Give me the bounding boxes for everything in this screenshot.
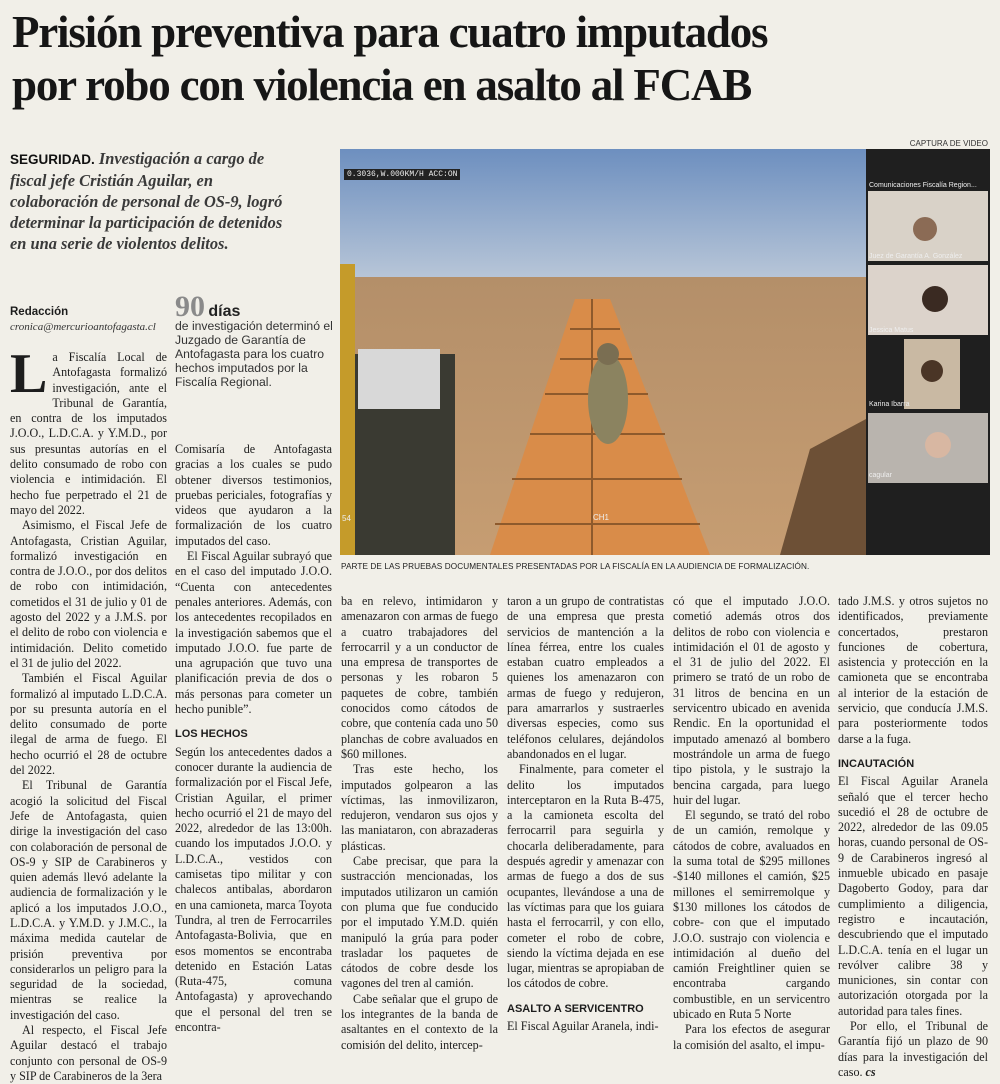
col2-paragraph-1: Comisaría de Antofagasta gracias a los cuales se pudo obtener diversos testimonios, pruebas periciales, fotografías y videos que ayudaron a la formalización de los cuatro imputados del caso. [175,442,332,548]
photo-caption: PARTE DE LAS PRUEBAS DOCUMENTALES PRESENTADAS POR LA FISCALÍA EN LA AUDIENCIA DE FORMALIZACIÓN. [341,562,810,571]
lead-text: Investigación a cargo de fiscal jefe Cristián Aguilar, en colaboración de personal de OS-9, logró determinar la participación de detenidos en una serie de violentos delitos. [10,149,283,253]
video-camera-left-label: 54 [342,514,351,523]
video-camera-label: CH1 [593,513,610,522]
video-capture-photo [340,149,990,555]
article-column-2 [175,442,332,1035]
col4-paragraph-1: taron a un grupo de contratistas de una empresa que presta servicios de mantención a la línea férrea, entre los cuales estaban cuatro empleados a quienes los amenazaron con armas de fuego y redujeron, para amarrarlos y sustraerles diversas especies, como sus teléfonos celulares, dejándolos abandonados en el lugar. [507,594,664,761]
headline-line-1: Prisión preventiva para cuatro imputados [12,7,768,57]
col3-paragraph-2: Tras este hecho, los imputados golpearon a las víctimas, las inmovilizaron, redujeron, vendaron sus ojos y las maniataron, con abrazaderas plásticas. [341,762,498,853]
col1-paragraph-5: Al respecto, el Fiscal Jefe Aguilar destacó el trabajo conjunto con personal de OS-9 y SIP de Carabineros de la 3era [10,1023,167,1083]
col1-paragraph-4: El Tribunal de Garantía acogió la solicitud del Fiscal Jefe de Antofagasta, quien dirige la investigación del caso con colaboración de personal de OS-9 y SIP de Carabineros y quien además llevó adelante la audiencia de formalización y le aplicó a los imputados J.O.O., L.D.C.A. y Y.M.D. y J.M.C., la máxima medida cautelar de prisión preventiva por considerarlos un peligro para la seguridad de la sociedad, mientras se realice la investigación del caso. [10,778,167,1022]
col3-paragraph-1: ba en relevo, intimidaron y amenazaron con armas de fuego a cuatro trabajadores del ferrocarril y a un conductor de una empresa de transportes de personas y les robaron 5 paquetes de cobre, también conocidos como cátodos de cobre, que contenía cada uno 50 planchas de cobre avaluados en $60 millones. [341,594,498,761]
article-column-3 [341,594,498,1053]
headline [12,6,992,112]
col5-paragraph-3: Para los efectos de asegurar la comisión del asalto, el impu- [673,1022,830,1052]
col4-paragraph-2: Finalmente, para cometer el delito los imputados interceptaron en la Ruta B-475, a la camioneta escolta del ferrocarril para seguirla y chocarla deliberadamente, para después agredir y amenazar con armas de fuego a dos de sus ocupantes, llevándose a una de las víctimas para que los guiara hasta el ferrocarril, y con ello, cometer el robo de cobre, siendo la víctima dejada en ese lugar, mientras se apropiaban de los cátodos de cobre. [507,762,664,991]
dropcap: L [10,343,48,405]
lead-paragraph [10,148,288,254]
col3-paragraph-3: Cabe precisar, que para la sustracción mencionadas, los imputados utilizaron un camión con pluma que fue conducido por el imputado Y.M.D. quién manipuló la grúa para poder trasladar los paquetes de cátodos de cobre desde los vagones del tren al camión. [341,854,498,991]
col5-paragraph-1: có que el imputado J.O.O. cometió además otros dos delitos de robo con violencia e intimidación el 01 de agosto y el 31 de julio del 2022. El primero se trató de un robo de 31 litros de bencina en un servicentro ubicado en avenida Rendic. En la oportunidad el imputado amenazó al bombero mostrándole un arma de fuego tipo pistola, y le sustrajo la bencina cargada, para luego huir del lugar. [673,594,830,807]
col1-paragraph-3: También el Fiscal Aguilar formalizó al imputado L.D.C.A. por su presunta autoría en el delito consumado de porte ilegal de arma de fuego. El hecho ocurrió el 28 de octubre del 2022. [10,671,167,778]
article-column-4 [507,594,664,1034]
article-column-5 [673,594,830,1053]
lead-kicker: SEGURIDAD. [10,152,95,167]
section-heading-asalto: ASALTO A SERVICENTRO [507,1002,644,1015]
video-telemetry-overlay: 0.3036,W.000KM/H ACC:ON [344,169,460,180]
callout-text: de investigación determinó el Juzgado de Garantía de Antofagasta para los cuatro hechos imputados por la Fiscalía Regional. [175,319,333,389]
col2-paragraph-3: Según los antecedentes dados a conocer durante la audiencia de formalización por el Fiscal Jefe, Cristian Aguilar, el primer hecho ocurrió el 21 de mayo del 2022, alrededor de las 13:00h. cuando los imputados J.O.O. y L.D.C.A., vestidos con camisetas tipo militar y con chalecos antibalas, abordaron en una camioneta, marca Toyota Tundra, al tren de Ferrocarriles Antofagasta-Bolivia, que en esos momentos se encontraba detenido en Estación Latas (Ruta-475, comuna Antofagasta) y aprovechando que el personal del tren se encontra- [175,744,332,1034]
col2-paragraph-2: El Fiscal Aguilar subrayó que en el caso del imputado J.O.O. “Cuenta con antecedentes penales anteriores. Además, con los antecedentes recopilados en la investigación sabemos que el imputado J.O.O. fue parte de una agrupación que tuvo una planificación previa de dos o más personas para cometer un hecho punible”. [175,549,332,717]
col6-paragraph-2: El Fiscal Aguilar Aranela señaló que el tercer hecho sucedió el 28 de octubre de 2022, alrededor de las 09.05 horas, cuando personal de OS-9 de Carabineros ingresó al inmueble ubicado en pasaje Dagoberto Godoy, para dar cumplimiento a diligencia, registro e incautación, descubriendo que el imputado L.D.C.A. tenía en el lugar un revólver calibre 38 y municiones, sin contar con autorización otorgada por la autoridad para tales fines. [838,774,988,1018]
byline-email[interactable]: cronica@mercurioantofagasta.cl [10,321,156,333]
participant-label-2: Juez de Garantía A. González [869,253,963,260]
article-column-6 [838,594,988,1080]
photo-credit: CAPTURA DE VIDEO [909,139,988,148]
col1-paragraph-1: a Fiscalía Local de Antofagasta formalizó investigación, ante el Tribunal de Garantía, en contra de los imputados J.O.O., L.D.C.A. y Y.M.D., por sus presuntas autorías en el delito consumado de robo con violencia e intimidación. El hecho fue perpetrado el 21 de mayo del 2022. [10,350,167,517]
col5-paragraph-2: El segundo, se trató del robo de un camión, remolque y cátodos de cobre, avaluados en la suma total de $295 millones -$140 millones el camión, $25 millones el semirremolque y $130 millones los cátodos de cobre- con que el imputado J.O.O. sustrajo con violencia e intimidación al dueño del camión Freightliner quien se encontraba cargando combustible, en un servicentro ubicado en Ruta 5 Norte [673,808,830,1022]
col6-paragraph-3: Por ello, el Tribunal de Garantía fijó un plazo de 90 días para la investigación del caso. [838,1019,988,1079]
participant-label-4: Karina Ibarra [869,401,910,408]
col1-paragraph-2: Asimismo, el Fiscal Jefe de Antofagasta, Cristian Aguilar, formalizó investigación en contra de J.O.O., por dos delitos de robo con intimidación, cometidos el 31 de julio y 01 de agosto del 2022 y a J.M.S. por el delito de robo con violencia e intimidación. Delito cometido el 31 de julio del 2022. [10,518,167,670]
callout-number: 90 [175,290,205,323]
end-mark: cs [865,1064,876,1079]
byline [10,305,175,335]
participant-label-1: Comunicaciones Fiscalía Region... [869,182,977,189]
train-scene-illustration [340,149,990,555]
section-heading-los-hechos: LOS HECHOS [175,728,248,741]
headline-line-2: por robo con violencia en asalto al FCAB [12,60,752,110]
col4-paragraph-3: El Fiscal Aguilar Aranela, indi- [507,1019,659,1034]
callout-unit: días [208,303,241,320]
participant-label-5: cagular [869,472,892,479]
byline-author: Redacción [10,306,69,318]
col3-paragraph-4: Cabe señalar que el grupo de los integrantes de la banda de asaltantes en el contexto de la comisión del delito, intercep- [341,991,498,1052]
article-column-1 [10,343,167,1084]
stat-callout [175,290,335,389]
participant-label-3: Jessica Matus [869,327,914,334]
col6-paragraph-1: tado J.M.S. y otros sujetos no identificados, previamente concertados, prestaron funciones de cobertura, asistencia y protección en la camioneta que se encontraba al interior de la estación de servicio, que conducía J.M.S. para posteriormente todos darse a la fuga. [838,594,988,746]
section-heading-incautacion: INCAUTACIÓN [838,757,915,770]
